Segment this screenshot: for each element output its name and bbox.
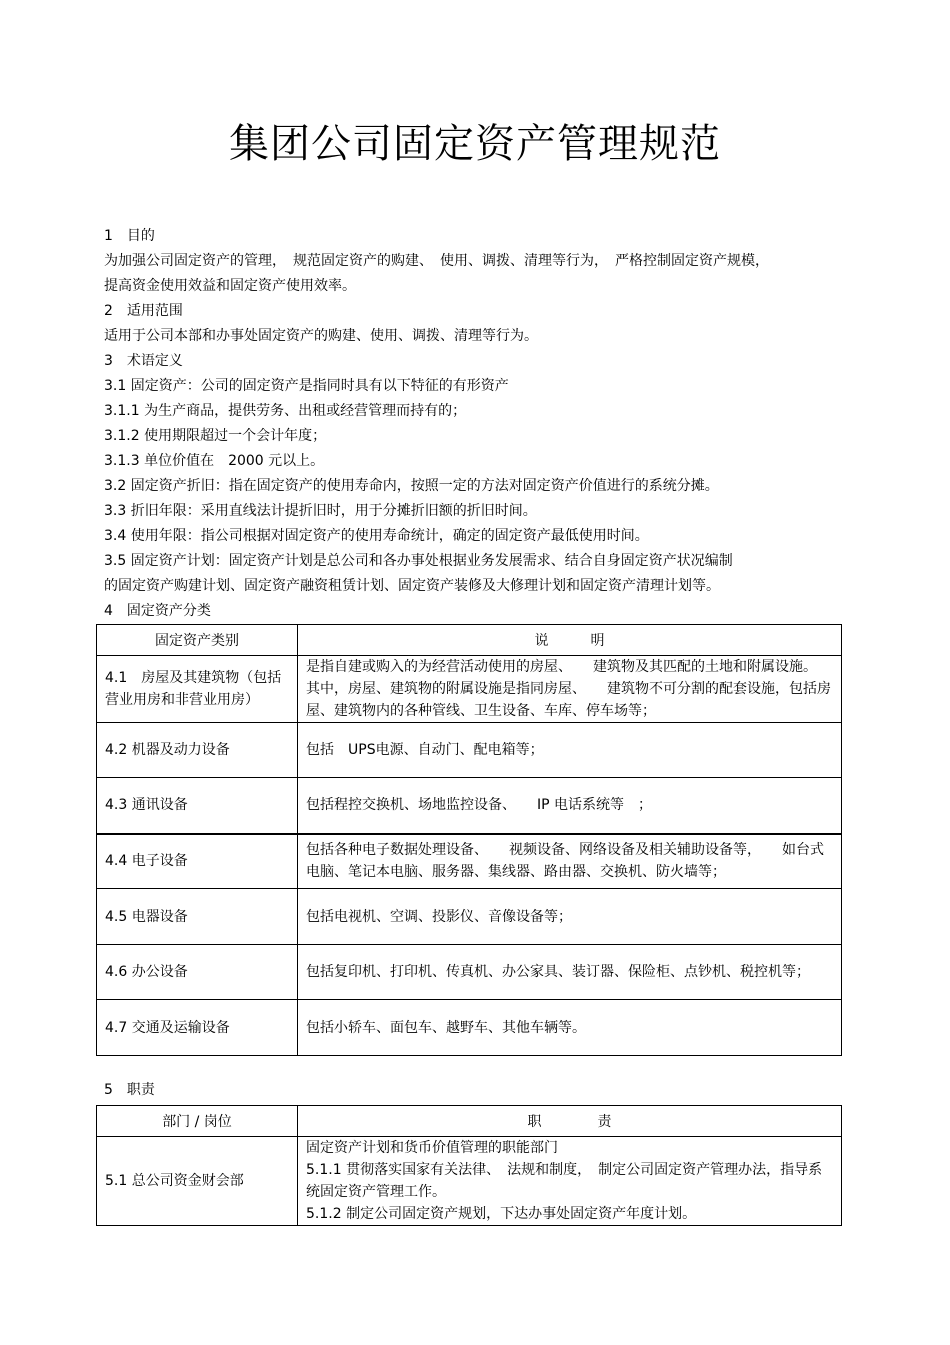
paragraph-line: 为加强公司固定资产的管理， 规范固定资产的购建、 使用、调拨、清理等行为， 严格控制固定资产规模， <box>104 253 769 269</box>
table-header-cell: 部门 / 岗位 <box>97 1106 298 1137</box>
table-header-row <box>97 625 842 656</box>
category-cell: 4.7 交通及运输设备 <box>97 1000 298 1056</box>
paragraph-line: 3.1.1 为生产商品，提供劳务、出租或经营管理而持有的； <box>104 403 467 419</box>
category-cell: 4.5 电器设备 <box>97 889 298 945</box>
responsibilities-table <box>96 1105 842 1226</box>
page-title: 集团公司固定资产管理规范 <box>229 121 721 167</box>
paragraph-line: 3.1 固定资产：公司的固定资产是指同时具有以下特征的有形资产 <box>104 378 509 394</box>
body-text <box>104 224 842 624</box>
paragraph-line: 3.3 折旧年限：采用直线法计提折旧时，用于分摊折旧额的折旧时间。 <box>104 503 537 519</box>
duty-line: 5.1.2 制定公司固定资产规划，下达办事处固定资产年度计划。 <box>306 1206 697 1222</box>
paragraph-line: 3.1.2 使用期限超过一个会计年度； <box>104 428 327 444</box>
table-row <box>97 778 842 834</box>
duties-cell <box>298 1137 842 1226</box>
duty-line: 固定资产计划和货币价值管理的职能部门 <box>306 1140 558 1156</box>
category-cell: 4.1 房屋及其建筑物（包括营业用房和非营业用房） <box>97 656 298 723</box>
description-cell: 包括复印机、打印机、传真机、办公家具、装订器、保险柜、点钞机、税控机等； <box>298 945 842 1000</box>
heading-scope: 2 适用范围 <box>104 303 183 319</box>
paragraph-line: 3.5 固定资产计划：固定资产计划是总公司和各办事处根据业务发展需求、结合自身固定资产状况编制 <box>104 553 733 569</box>
table-row <box>97 1000 842 1056</box>
paragraph-line: 3.2 固定资产折旧：指在固定资产的使用寿命内，按照一定的方法对固定资产价值进行的系统分摊。 <box>104 478 719 494</box>
department-cell: 5.1 总公司资金财会部 <box>97 1137 298 1226</box>
heading-purpose: 1 目的 <box>104 228 155 244</box>
category-cell: 4.3 通讯设备 <box>97 778 298 834</box>
asset-classification-table <box>96 624 842 1056</box>
table-row <box>97 723 842 778</box>
heading-terms: 3 术语定义 <box>104 353 183 369</box>
description-cell: 包括各种电子数据处理设备、 视频设备、网络设备及相关辅助设备等， 如台式电脑、笔记本电脑、服务器、集线器、路由器、交换机、防火墙等； <box>298 834 842 889</box>
table-header-row <box>97 1106 842 1137</box>
table-row <box>97 1137 842 1226</box>
paragraph-line: 3.1.3 单位价值在 2000 元以上。 <box>104 453 325 469</box>
category-cell: 4.4 电子设备 <box>97 834 298 889</box>
paragraph-line: 3.4 使用年限：指公司根据对固定资产的使用寿命统计，确定的固定资产最低使用时间。 <box>104 528 649 544</box>
description-cell: 包括 UPS电源、自动门、配电箱等； <box>298 723 842 778</box>
category-cell: 4.2 机器及动力设备 <box>97 723 298 778</box>
heading-classification: 4 固定资产分类 <box>104 603 211 619</box>
table-header-cell: 固定资产类别 <box>97 625 298 656</box>
table-header-cell: 说 明 <box>298 625 842 656</box>
paragraph-line: 适用于公司本部和办事处固定资产的购建、使用、调拨、清理等行为。 <box>104 328 538 344</box>
paragraph-line: 提高资金使用效益和固定资产使用效率。 <box>104 278 356 294</box>
table-row <box>97 656 842 723</box>
category-cell: 4.6 办公设备 <box>97 945 298 1000</box>
description-cell: 包括电视机、空调、投影仪、音像设备等； <box>298 889 842 945</box>
description-cell: 包括程控交换机、场地监控设备、 IP 电话系统等 ； <box>298 778 842 834</box>
paragraph-line: 的固定资产购建计划、固定资产融资租赁计划、固定资产装修及大修理计划和固定资产清理计划等。 <box>104 578 720 594</box>
description-cell: 是指自建或购入的为经营活动使用的房屋、 建筑物及其匹配的土地和附属设施。 其中，房屋、建筑物的附属设施是指同房屋、 建筑物不可分割的配套设施，包括房屋、建筑物内的各种管线、卫生设备、车库、停车场等； <box>298 656 842 723</box>
table-row <box>97 945 842 1000</box>
duty-line: 5.1.1 贯彻落实国家有关法律、 法规和制度， 制定公司固定资产管理办法，指导系统固定资产管理工作。 <box>306 1162 823 1200</box>
table-header-cell: 职 责 <box>298 1106 842 1137</box>
table-row <box>97 889 842 945</box>
heading-responsibilities: 5 职责 <box>104 1082 155 1098</box>
table-row <box>97 834 842 889</box>
description-cell: 包括小轿车、面包车、越野车、其他车辆等。 <box>298 1000 842 1056</box>
